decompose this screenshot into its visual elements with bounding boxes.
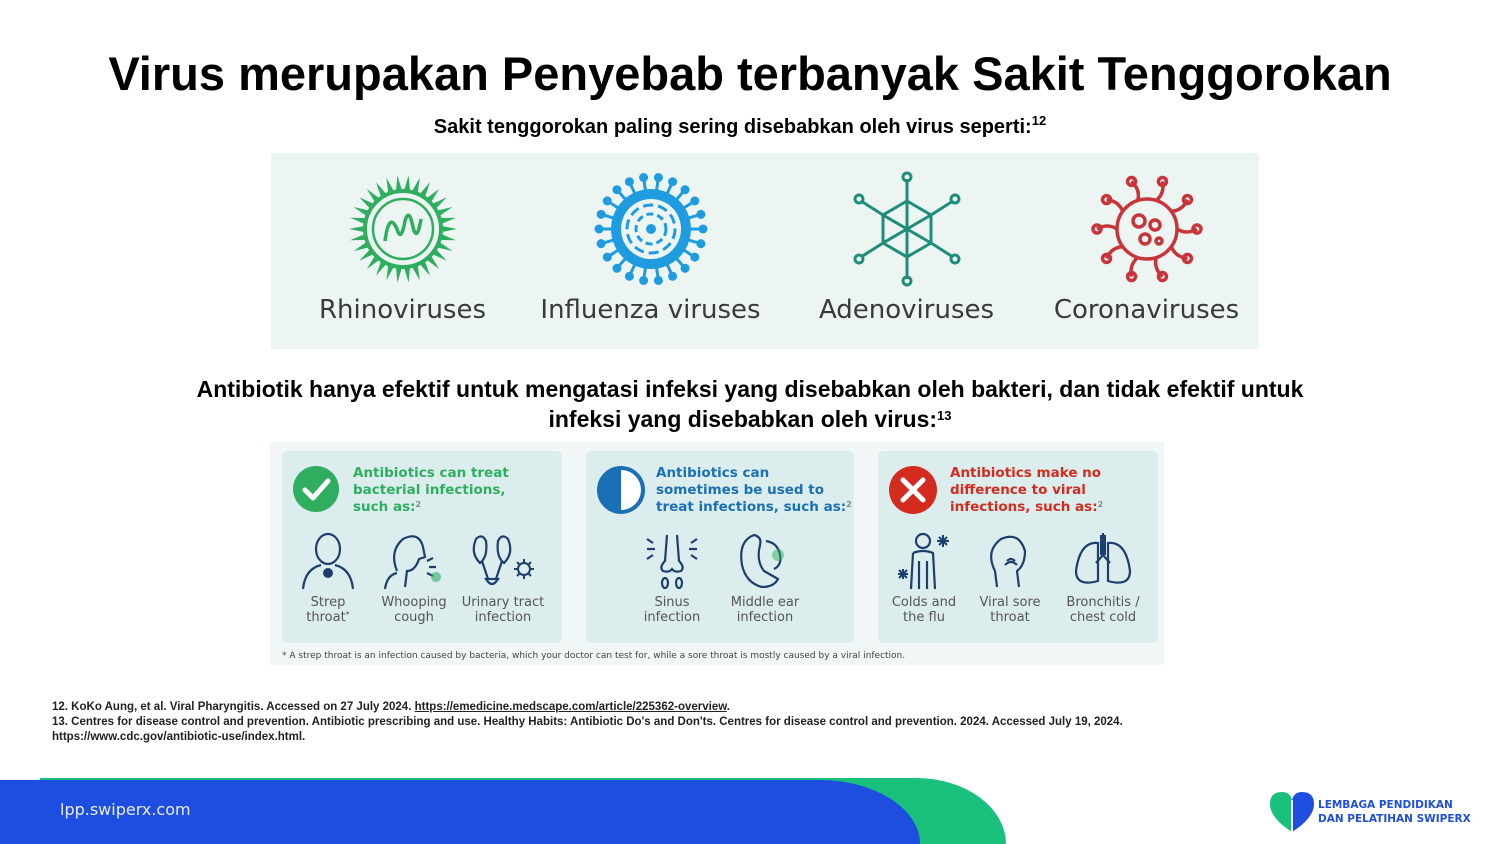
virus-label: Influenza viruses [540, 295, 761, 325]
adenovirus-icon [849, 171, 965, 287]
virus-adenovirus [783, 153, 1030, 349]
lungs-icon [1072, 531, 1134, 591]
item-middle-ear [721, 531, 809, 625]
item-colds-flu [880, 531, 968, 625]
item-sinus [628, 531, 716, 625]
infographic-footnote: * A strep throat is an infection caused by bacteria, which your doctor can test for, while a sore throat is mostly caused by a viral infection. [282, 651, 906, 661]
x-icon [888, 465, 938, 515]
antibiotic-statement: Antibiotik hanya efektif untuk mengatasi infeksi yang disebabkan oleh bakteri, dan tidak efektif untuk infeksi yang disebabkan oleh virus:$^{13}$ [196, 376, 1304, 432]
item-label: Bronchitis / chest cold [1066, 595, 1140, 625]
virus-label: Coronaviruses [1053, 295, 1240, 325]
influenza-virus-icon [593, 171, 709, 287]
card-heading: Antibiotics can sometimes be used to treat infections, such as:$^2$ [656, 465, 852, 515]
item-label: Middle ear infection [730, 595, 800, 625]
ear-icon [734, 531, 796, 591]
item-strep-throat [284, 531, 372, 625]
check-icon [292, 465, 340, 513]
heart-logo-icon [1268, 790, 1316, 834]
virus-panel [271, 153, 1259, 349]
sore-throat-icon [979, 531, 1041, 591]
footer-site-link[interactable]: lpp.swiperx.com [60, 800, 191, 819]
item-label: Strep throat* [306, 595, 350, 625]
swiperx-logo [1268, 790, 1488, 834]
whooping-cough-icon [383, 531, 445, 591]
reference-13-link[interactable]: https://www.cdc.gov/antibiotic-use/index.html. [52, 731, 306, 743]
sinus-icon [641, 531, 703, 591]
item-bronchitis [1059, 531, 1147, 625]
references [52, 700, 1472, 745]
card-heading: Antibiotics make no difference to viral infections, such as:$^2$ [950, 465, 1104, 515]
virus-influenza [527, 153, 774, 349]
subtitle-ref: 12 [1031, 113, 1047, 128]
coronavirus-icon [1089, 171, 1205, 287]
item-label: Colds and the flu [891, 595, 957, 625]
virus-coronavirus [1023, 153, 1270, 349]
reference-12: 12. KoKo Aung, et al. Viral Pharyngitis. Accessed on 27 July 2024. https://emedicine.medscape.com/article/225362-overview. [52, 701, 730, 713]
reference-13: 13. Centres for disease control and prevention. Antibiotic prescribing and use. Healthy Habits: Antibiotic Do's and Don'ts. Centres for disease control and prevention. 2024. Accessed July 19, 2024. [52, 716, 1123, 728]
virus-rhinovirus [279, 153, 526, 349]
logo-text: LEMBAGA PENDIDIKAN DAN PELATIHAN SWIPERX [1318, 799, 1471, 825]
antibiotics-infographic [270, 442, 1164, 665]
item-label: Viral sore throat [979, 595, 1041, 625]
page-title: Virus merupakan Penyebab terbanyak Sakit Tenggorokan [108, 47, 1392, 100]
strep-throat-icon [297, 531, 359, 591]
virus-label: Adenoviruses [818, 295, 995, 325]
item-label: Sinus infection [643, 595, 701, 625]
half-circle-icon [596, 465, 646, 515]
card-bacterial [282, 451, 562, 643]
card-viral [878, 451, 1158, 643]
item-label: Urinary tract infection [461, 595, 545, 625]
reference-12-link[interactable]: https://emedicine.medscape.com/article/225362-overview [414, 701, 727, 713]
item-whooping-cough [370, 531, 458, 625]
urinary-tract-icon [468, 531, 538, 591]
item-urinary-tract [459, 531, 547, 625]
rhinovirus-icon [345, 171, 461, 287]
virus-label: Rhinoviruses [318, 295, 487, 325]
item-label: Whooping cough [381, 595, 447, 625]
cold-flu-icon [893, 531, 955, 591]
item-viral-sore-throat [966, 531, 1054, 625]
subtitle: Sakit tenggorokan paling sering disebabkan oleh virus seperti:$^{12}$ [433, 113, 1047, 138]
card-sometimes [586, 451, 854, 643]
statement-ref: 13 [937, 408, 952, 423]
card-heading: Antibiotics can treat bacterial infections, such as:$^2$ [353, 465, 509, 515]
